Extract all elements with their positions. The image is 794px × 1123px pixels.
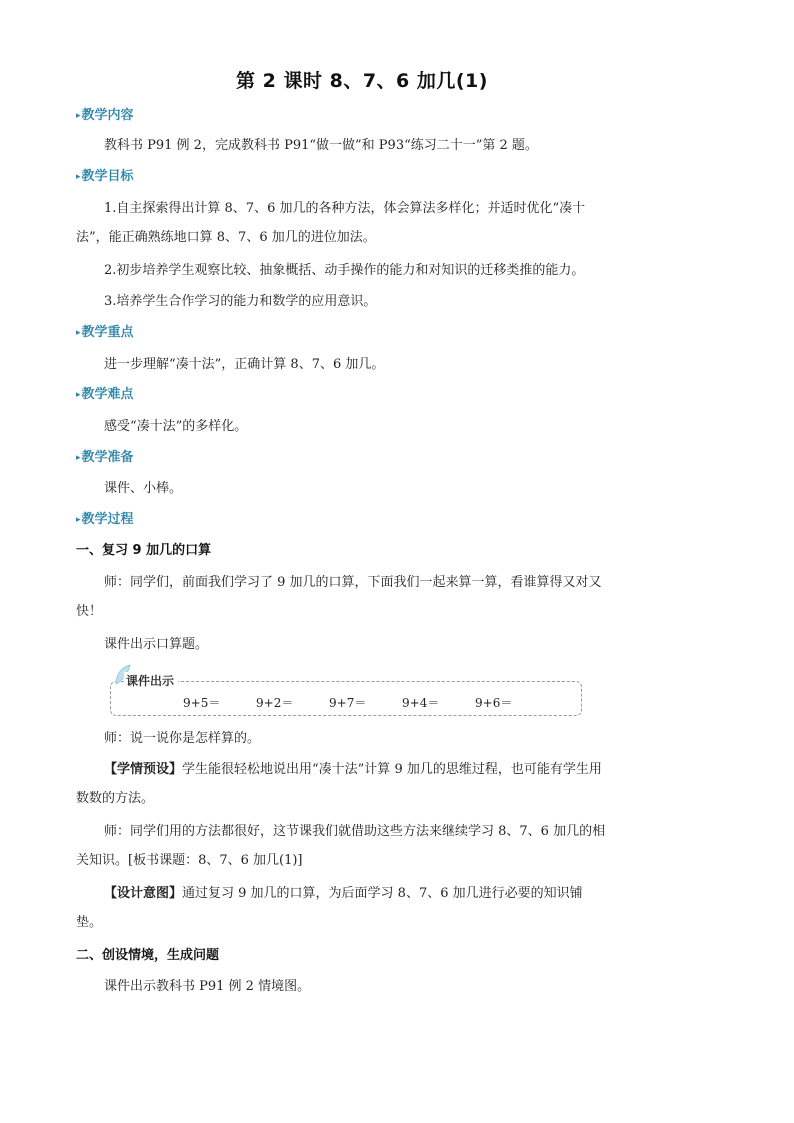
content-paragraph: 教科书 P91 例 2，完成教科书 P91“做一做”和 P93“练习二十一”第 2 题。 bbox=[104, 138, 538, 153]
section-arrow-icon: ▸ bbox=[76, 111, 81, 121]
section-arrow-icon: ▸ bbox=[76, 453, 81, 463]
section-heading-process: ▸教学过程 bbox=[76, 512, 134, 527]
goal-paragraph-3: 3.培养学生合作学习的能力和数学的应用意识。 bbox=[104, 294, 377, 309]
section-heading-difficulties: ▸教学难点 bbox=[76, 387, 134, 402]
teacher-paragraph-1: 师：同学们，前面我们学习了 9 加几的口算，下面我们一起来算一算，看谁算得又对又快！ bbox=[76, 575, 602, 619]
section-heading-preparation: ▸教学准备 bbox=[76, 450, 134, 465]
equation: 9+6＝ bbox=[475, 696, 513, 710]
step1-heading: 一、复习 9 加几的口算 bbox=[76, 543, 212, 558]
teacher-paragraph-3: 师：同学们用的方法都很好，这节课我们就借助这些方法来继续学习 8、7、6 加几的相关知识。[板书课题：8、7、6 加几(1)] bbox=[76, 824, 606, 868]
key-points-paragraph: 进一步理解“凑十法”，正确计算 8、7、6 加几。 bbox=[104, 357, 385, 372]
section-heading-content: ▸教学内容 bbox=[76, 108, 134, 123]
section-arrow-icon: ▸ bbox=[76, 515, 81, 525]
section-arrow-icon: ▸ bbox=[76, 328, 81, 338]
equation: 9+7＝ bbox=[329, 696, 367, 710]
equation: 9+5＝ bbox=[183, 696, 221, 710]
section-heading-goals: ▸教学目标 bbox=[76, 169, 134, 184]
preparation-paragraph: 课件、小棒。 bbox=[104, 481, 183, 496]
section-arrow-icon: ▸ bbox=[76, 172, 81, 182]
section-heading-key-points: ▸教学重点 bbox=[76, 325, 134, 340]
goal-paragraph-1: 1.自主探索得出计算 8、7、6 加几的各种方法，体会算法多样化；并适时优化“凑十法”，能正确熟练地口算 8、7、6 加几的进位加法。 bbox=[76, 201, 586, 245]
courseware-paragraph: 课件出示口算题。 bbox=[104, 637, 209, 652]
page-title: 第 2 课时 8、7、6 加几(1) bbox=[236, 70, 488, 92]
preview-paragraph: 【学情预设】学生能很轻松地说出用“凑十法”计算 9 加几的思维过程，也可能有学生用数数的方法。 bbox=[76, 762, 602, 806]
teacher-paragraph-2: 师：说一说你是怎样算的。 bbox=[104, 731, 261, 746]
preview-tag: 【学情预设】 bbox=[104, 762, 183, 777]
equation: 9+2＝ bbox=[256, 696, 294, 710]
section-arrow-icon: ▸ bbox=[76, 390, 81, 400]
step2-paragraph: 课件出示教科书 P91 例 2 情境图。 bbox=[104, 979, 311, 994]
step2-heading: 二、创设情境，生成问题 bbox=[76, 948, 220, 963]
equation: 9+4＝ bbox=[402, 696, 440, 710]
difficulties-paragraph: 感受“凑十法”的多样化。 bbox=[104, 419, 248, 434]
courseware-box-label: 课件出示 bbox=[124, 672, 178, 689]
design-tag: 【设计意图】 bbox=[104, 886, 183, 901]
design-paragraph: 【设计意图】通过复习 9 加几的口算，为后面学习 8、7、6 加几进行必要的知识铺垫。 bbox=[76, 886, 583, 930]
goal-paragraph-2: 2.初步培养学生观察比较、抽象概括、动手操作的能力和对知识的迁移类推的能力。 bbox=[104, 263, 585, 278]
